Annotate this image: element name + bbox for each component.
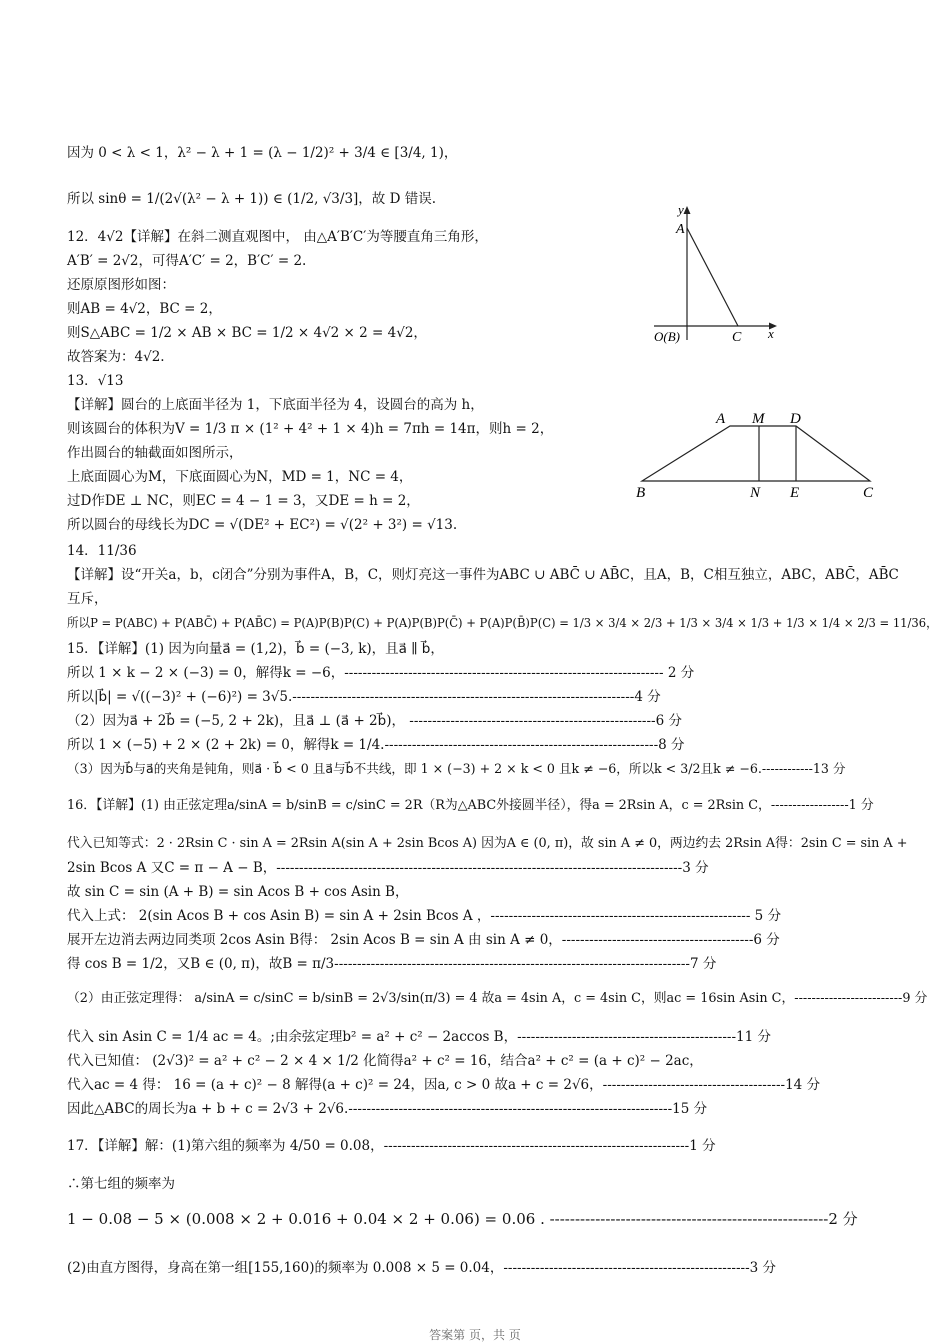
label-a: A	[676, 222, 685, 237]
line-18: 互斥，	[67, 591, 108, 607]
segment-ac	[687, 228, 738, 326]
page-footer: 答案第 页，共 页	[429, 1328, 521, 1342]
line-32: 得 cos B = 1/2，又B ∈ (0, π)，故B = π/3------------------------------------------------------------------------------7 分	[67, 956, 717, 972]
line-23: （2）因为a⃗ + 2b⃗ = (−5, 2 + 2k)，且a⃗ ⊥ (a⃗ + 2b⃗)， ------------------------------------------------------6 分	[67, 713, 682, 729]
line-5: 还原原图形如图：	[67, 277, 175, 293]
line-25: （3）因为b⃗与a⃗的夹角是钝角，则a⃗ · b⃗ < 0 且a⃗与b⃗不共线，即 1 × (−3) + 2 × k < 0 且k ≠ −6，所以k < 3/2且k ≠ −6.------------13 分	[67, 761, 846, 776]
line-17: 【详解】设“开关a，b，c闭合”分别为事件A，B，C，则灯亮这一事件为ABC ∪ ABC̄ ∪ AB̄C，且A，B，C相互独立，ABC，ABC̄，AB̄C	[67, 567, 899, 583]
line-36: 代入ac = 4 得： 16 = (a + c)² − 8 解得(a + c)² = 24，因a, c > 0 故a + c = 2√6，----------------------------------------14 分	[67, 1077, 821, 1093]
label-c: C	[863, 485, 874, 501]
line-21: 所以 1 × k − 2 × (−3) = 0，解得k = −6，---------------------------------------------------------------------- 2 分	[67, 665, 695, 681]
label-x: x	[768, 326, 774, 341]
line-8: 故答案为：4√2.	[67, 349, 165, 365]
line-6: 则AB = 4√2，BC = 2，	[67, 301, 222, 317]
line-14: 过D作DE ⊥ NC，则EC = 4 − 1 = 3，又DE = h = 2，	[67, 493, 420, 509]
line-9: 13．√13	[67, 373, 124, 389]
line-33: （2）由正弦定理得： a/sinA = c/sinC = b/sinB = 2√3/sin(π/3) = 4 故a = 4sin A，c = 4sin C，则ac = 16sin Asin C，-------------------------9 分	[67, 991, 928, 1006]
line-39: ∴第七组的频率为	[67, 1176, 175, 1192]
label-b: B	[636, 485, 646, 501]
label-m: M	[752, 411, 765, 427]
line-31: 展开左边消去两边同类项 2cos Asin B得： 2sin Acos B = sin A 由 sin A ≠ 0，------------------------------------------6 分	[67, 932, 780, 948]
line-7: 则S△ABC = 1/2 × AB × BC = 1/2 × 4√2 × 2 = 4√2，	[67, 325, 427, 341]
label-c: C	[732, 330, 742, 345]
line-27: 代入已知等式：2 · 2Rsin C · sin A = 2Rsin A(sin A + 2sin Bcos A) 因为A ∈ (0, π)，故 sin A ≠ 0，两边约去 2Rsin A得：2sin C = sin A +	[67, 836, 908, 851]
line-29: 故 sin C = sin (A + B) = sin Acos B + cos Asin B，	[67, 884, 409, 900]
line-1: 因为 0 < λ < 1，λ² − λ + 1 = (λ − 1/2)² + 3/4 ∈ [3/4, 1)，	[67, 145, 458, 161]
line-19: 所以P = P(ABC) + P(ABC̄) + P(AB̄C) = P(A)P(B)P(C) + P(A)P(B)P(C̄) + P(A)P(B̄)P(C) = 1/3 × 3/4 × 2/3 + 1/3 × 3/4 × 1/3 + 1/3 × 1/4 × 2/3 = 11/36，	[67, 615, 938, 630]
line-40: 1 − 0.08 − 5 × (0.008 × 2 + 0.016 + 0.04 × 2 + 0.06) = 0.06 . -------------------------------------------------------2 分	[67, 1210, 858, 1228]
label-y: y	[678, 202, 684, 217]
figure-right-triangle-sketch	[640, 198, 800, 350]
line-35: 代入已知值： (2√3)² = a² + c² − 2 × 4 × 1/2 化简得a² + c² = 16，结合a² + c² = (a + c)² − 2ac，	[67, 1053, 703, 1069]
line-3: 12．4√2【详解】在斜二测直观图中， 由△A′B′C′为等腰直角三角形，	[67, 229, 488, 245]
label-d: D	[790, 411, 801, 427]
trapezoid-abcd	[642, 426, 870, 481]
line-22: 所以|b⃗| = √((−3)² + (−6)²) = 3√5.---------------------------------------------------------------------------4 分	[67, 689, 661, 705]
line-20: 15．【详解】(1) 因为向量a⃗ = (1,2)，b⃗ = (−3, k)，且a⃗ ∥ b⃗，	[67, 641, 444, 657]
label-a: A	[716, 411, 726, 427]
y-axis-arrow	[684, 206, 691, 214]
label-e: E	[790, 485, 800, 501]
figure-trapezoid-section	[630, 408, 890, 508]
line-11: 则该圆台的体积为V = 1/3 π × (1² + 4² + 1 × 4)h = 7πh = 14π，则h = 2，	[67, 421, 554, 437]
line-34: 代入 sin Asin C = 1/4 ac = 4。;由余弦定理b² = a² + c² − 2accos B，------------------------------------------------11 分	[67, 1029, 772, 1045]
line-37: 因此△ABC的周长为a + b + c = 2√3 + 2√6.-----------------------------------------------------------------------15 分	[67, 1101, 708, 1117]
line-28: 2sin Bcos A 又C = π − A − B，-----------------------------------------------------------------------------------------3 分	[67, 860, 709, 876]
line-38: 17．【详解】解：(1)第六组的频率为 4/50 = 0.08，-------------------------------------------------------------------1 分	[67, 1138, 716, 1154]
line-12: 作出圆台的轴截面如图所示，	[67, 445, 243, 461]
line-13: 上底面圆心为M，下底面圆心为N，MD = 1，NC = 4，	[67, 469, 413, 485]
label-n: N	[750, 485, 761, 501]
line-4: A′B′ = 2√2，可得A′C′ = 2，B′C′ = 2.	[67, 253, 307, 269]
line-2: 所以 sinθ = 1/(2√(λ² − λ + 1)) ∈ (1/2, √3/3]，故 D 错误.	[67, 191, 436, 207]
line-24: 所以 1 × (−5) + 2 × (2 + 2k) = 0，解得k = 1/4.------------------------------------------------------------8 分	[67, 737, 685, 753]
line-15: 所以圆台的母线长为DC = √(DE² + EC²) = √(2² + 3²) = √13.	[67, 517, 458, 533]
line-16: 14．11/36	[67, 543, 137, 559]
line-41: (2)由直方图得，身高在第一组[155,160)的频率为 0.008 × 5 = 0.04，------------------------------------------------------3 分	[67, 1260, 777, 1276]
label-o-b: O(B)	[654, 329, 680, 344]
line-26: 16．【详解】(1) 由正弦定理a/sinA = b/sinB = c/sinC = 2R（R为△ABC外接圆半径），得a = 2Rsin A，c = 2Rsin C，------------------1 分	[67, 798, 874, 813]
line-10: 【详解】圆台的上底面半径为 1，下底面半径为 4，设圆台的高为 h，	[67, 397, 484, 413]
line-30: 代入上式： 2(sin Acos B + cos Asin B) = sin A + 2sin Bcos A ，--------------------------------------------------------- 5 分	[67, 908, 782, 924]
